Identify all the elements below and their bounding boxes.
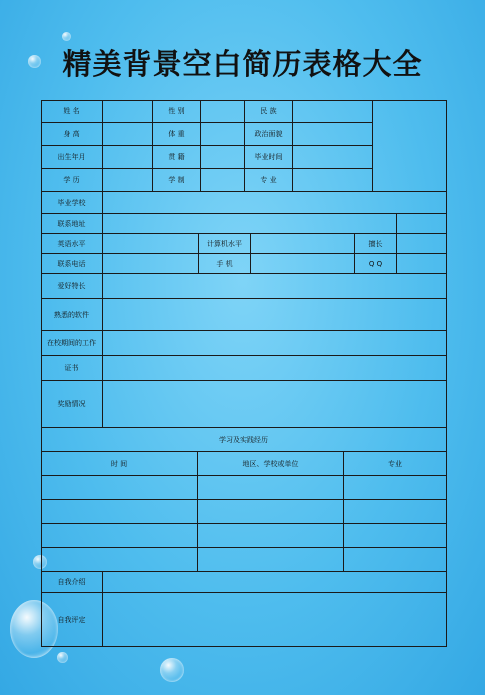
field-computer[interactable] bbox=[251, 234, 355, 254]
label-grad-time: 毕业时间 bbox=[245, 146, 293, 169]
experience-col-time: 时 间 bbox=[41, 452, 198, 476]
label-phone: 联系电话 bbox=[41, 254, 103, 274]
field-software[interactable] bbox=[103, 299, 447, 331]
label-certificate: 证书 bbox=[41, 356, 103, 381]
experience-row-time[interactable] bbox=[41, 476, 198, 500]
experience-row-place[interactable] bbox=[198, 524, 344, 548]
field-english[interactable] bbox=[103, 234, 199, 254]
label-gender: 性 别 bbox=[153, 100, 201, 123]
water-drop-decoration bbox=[57, 652, 68, 663]
field-politics[interactable] bbox=[293, 123, 373, 146]
field-phone[interactable] bbox=[103, 254, 199, 274]
label-self-intro: 自我介绍 bbox=[41, 572, 103, 593]
experience-row-major[interactable] bbox=[344, 548, 447, 572]
label-campus-work: 在校期间的工作 bbox=[41, 331, 103, 356]
field-birth[interactable] bbox=[103, 146, 153, 169]
experience-row-place[interactable] bbox=[198, 476, 344, 500]
experience-heading: 学习及实践经历 bbox=[41, 428, 447, 452]
label-name: 姓 名 bbox=[41, 100, 103, 123]
label-computer: 计算机水平 bbox=[199, 234, 251, 254]
label-address: 联系地址 bbox=[41, 214, 103, 234]
label-education: 学 历 bbox=[41, 169, 103, 192]
water-drop-decoration bbox=[160, 658, 184, 682]
label-qq: Q Q bbox=[355, 254, 397, 274]
field-self-intro[interactable] bbox=[103, 572, 447, 593]
field-weight[interactable] bbox=[201, 123, 245, 146]
page-title: 精美背景空白简历表格大全 bbox=[62, 47, 423, 81]
label-origin: 贯 籍 bbox=[153, 146, 201, 169]
label-ethnicity: 民 族 bbox=[245, 100, 293, 123]
field-gender[interactable] bbox=[201, 100, 245, 123]
experience-row-time[interactable] bbox=[41, 548, 198, 572]
experience-row-time[interactable] bbox=[41, 524, 198, 548]
resume-table bbox=[41, 100, 447, 647]
experience-col-place: 地区、学校或单位 bbox=[198, 452, 344, 476]
experience-col-major: 专业 bbox=[344, 452, 447, 476]
label-major: 专 业 bbox=[245, 169, 293, 192]
experience-row-place[interactable] bbox=[198, 548, 344, 572]
experience-row-major[interactable] bbox=[344, 524, 447, 548]
field-system[interactable] bbox=[201, 169, 245, 192]
field-self-eval[interactable] bbox=[103, 593, 447, 647]
field-education[interactable] bbox=[103, 169, 153, 192]
field-address-extra[interactable] bbox=[397, 214, 447, 234]
label-self-eval: 自我评定 bbox=[41, 593, 103, 647]
field-origin[interactable] bbox=[201, 146, 245, 169]
experience-row-major[interactable] bbox=[344, 500, 447, 524]
label-english: 英语水平 bbox=[41, 234, 103, 254]
field-address[interactable] bbox=[103, 214, 397, 234]
label-awards: 奖励情况 bbox=[41, 381, 103, 428]
field-ethnicity[interactable] bbox=[293, 100, 373, 123]
label-specialty: 擅长 bbox=[355, 234, 397, 254]
label-birth: 出生年月 bbox=[41, 146, 103, 169]
label-height: 身 高 bbox=[41, 123, 103, 146]
label-hobby: 爱好特长 bbox=[41, 274, 103, 299]
field-name[interactable] bbox=[103, 100, 153, 123]
label-weight: 体 重 bbox=[153, 123, 201, 146]
label-software: 熟悉的软件 bbox=[41, 299, 103, 331]
field-awards[interactable] bbox=[103, 381, 447, 428]
label-school: 毕业学校 bbox=[41, 192, 103, 214]
field-campus-work[interactable] bbox=[103, 331, 447, 356]
field-specialty[interactable] bbox=[397, 234, 447, 254]
field-major[interactable] bbox=[293, 169, 373, 192]
field-certificate[interactable] bbox=[103, 356, 447, 381]
experience-row-place[interactable] bbox=[198, 500, 344, 524]
field-height[interactable] bbox=[103, 123, 153, 146]
field-hobby[interactable] bbox=[103, 274, 447, 299]
label-politics: 政治面貌 bbox=[245, 123, 293, 146]
experience-row-major[interactable] bbox=[344, 476, 447, 500]
label-system: 学 制 bbox=[153, 169, 201, 192]
label-mobile: 手 机 bbox=[199, 254, 251, 274]
photo-area[interactable] bbox=[373, 100, 447, 192]
field-grad-time[interactable] bbox=[293, 146, 373, 169]
water-drop-decoration bbox=[62, 32, 71, 41]
experience-row-time[interactable] bbox=[41, 500, 198, 524]
field-qq[interactable] bbox=[397, 254, 447, 274]
field-mobile[interactable] bbox=[251, 254, 355, 274]
field-school[interactable] bbox=[103, 192, 447, 214]
